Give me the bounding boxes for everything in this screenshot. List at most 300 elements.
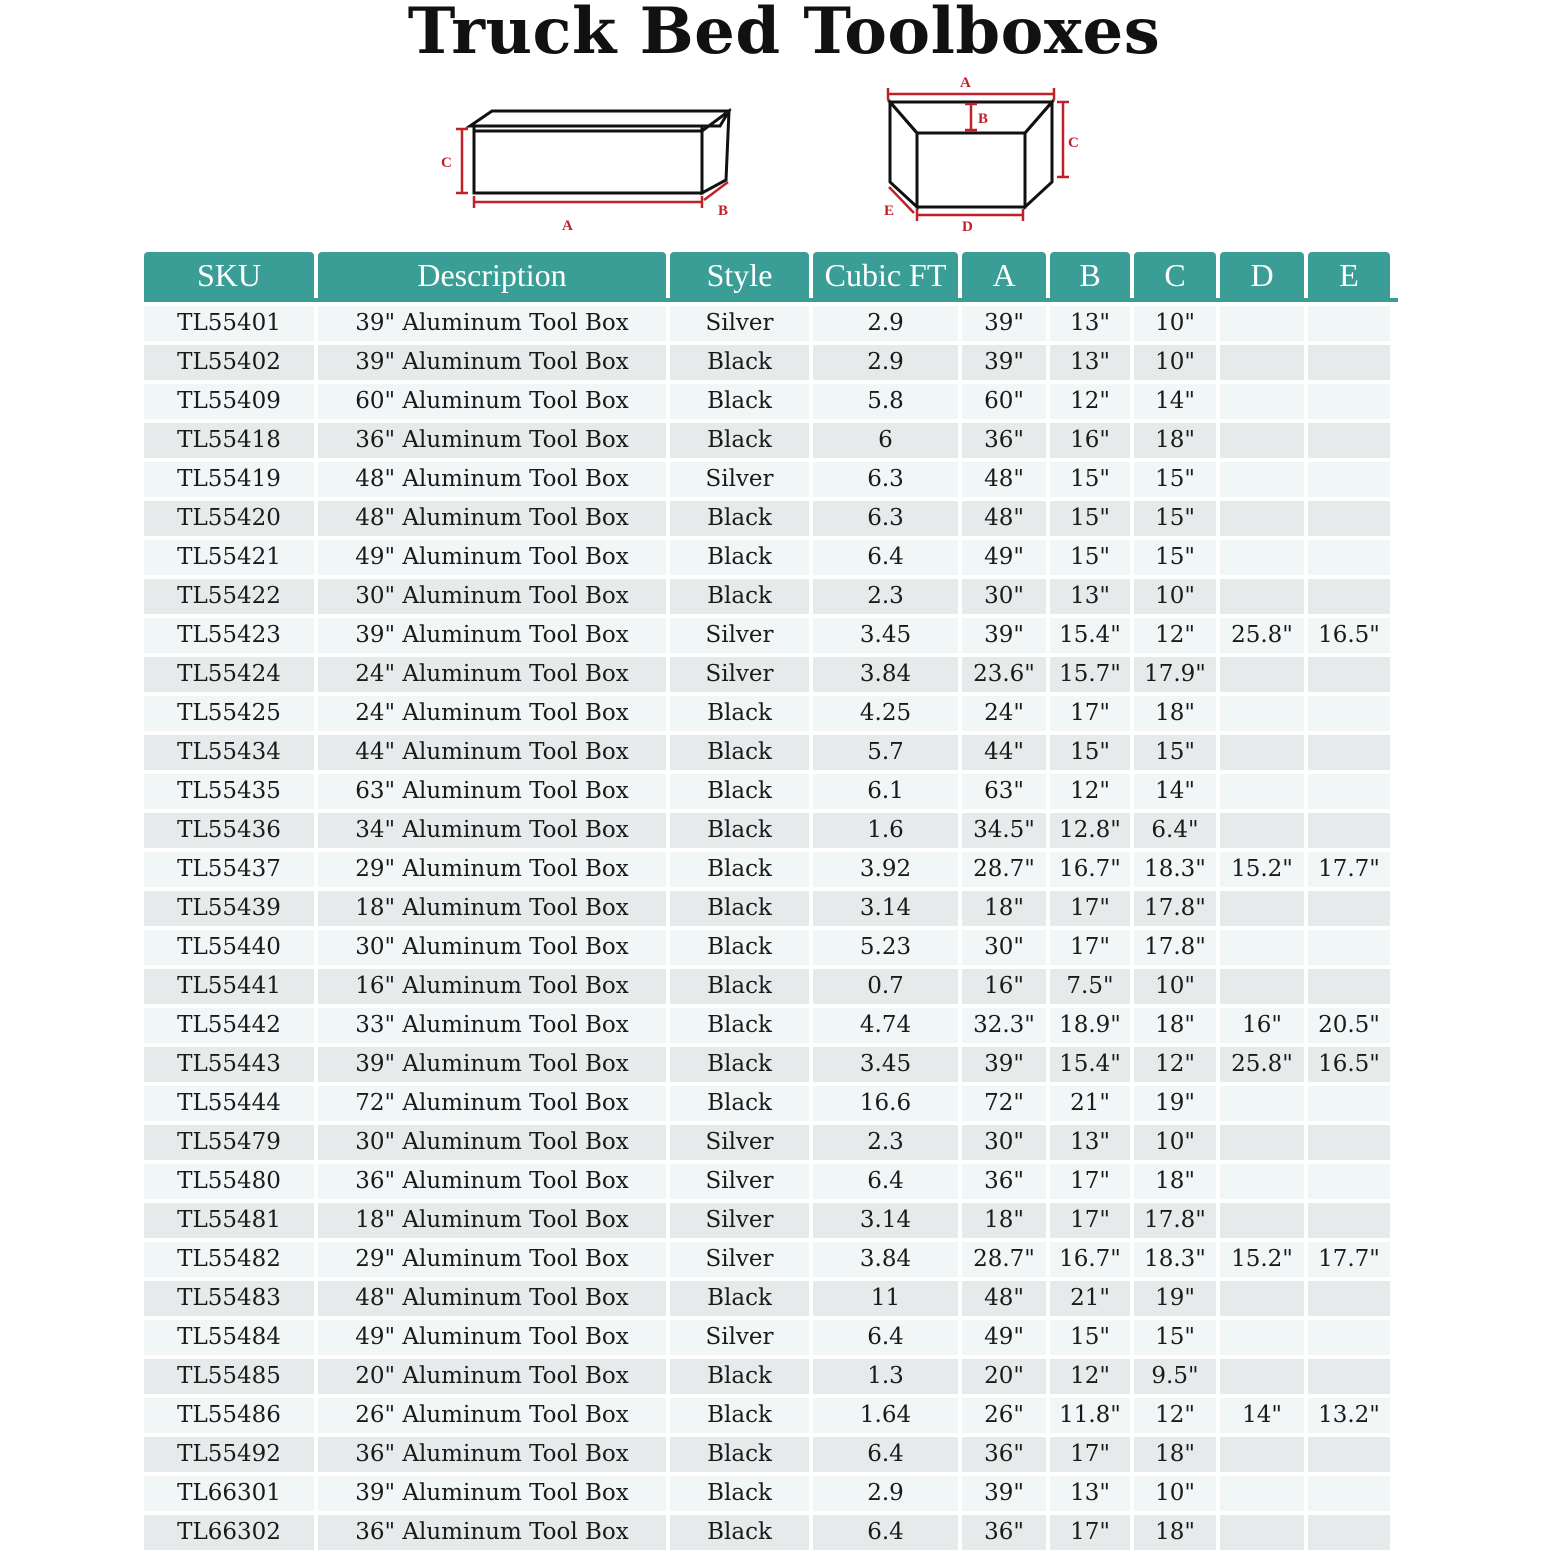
cell-a: 23.6": [962, 657, 1046, 692]
cell-e: [1308, 774, 1390, 809]
cell-e: [1308, 1437, 1390, 1472]
cell-e: [1308, 891, 1390, 926]
cell-d: 25.8": [1220, 1047, 1304, 1082]
header-description: Description: [318, 252, 666, 298]
cell-b: 15.7": [1050, 657, 1130, 692]
cell-b: 15": [1050, 462, 1130, 497]
cell-c: 19": [1134, 1281, 1216, 1316]
cell-cubic-ft: 2.9: [813, 1476, 958, 1511]
cell-sku: TL55420: [144, 501, 314, 536]
cell-cubic-ft: 3.45: [813, 1047, 958, 1082]
header-sku: SKU: [144, 252, 314, 298]
table-row: [144, 735, 1398, 770]
cell-sku: TL55479: [144, 1125, 314, 1160]
cell-c: 15": [1134, 1320, 1216, 1355]
cell-c: 10": [1134, 579, 1216, 614]
cell-description: 30" Aluminum Tool Box: [318, 930, 666, 965]
header-divider: [144, 298, 1398, 302]
cell-style: Black: [670, 1476, 809, 1511]
cell-a: 39": [962, 618, 1046, 653]
table-row: [144, 618, 1398, 653]
cell-d: [1220, 1359, 1304, 1394]
cell-cubic-ft: 16.6: [813, 1086, 958, 1121]
crossover-toolbox-diagram: [430, 96, 750, 241]
cell-c: 15": [1134, 735, 1216, 770]
header-e: E: [1308, 252, 1390, 298]
cell-d: [1220, 345, 1304, 380]
cell-c: 10": [1134, 1476, 1216, 1511]
cell-d: [1220, 540, 1304, 575]
cell-c: 17.8": [1134, 930, 1216, 965]
cell-d: [1220, 930, 1304, 965]
cell-cubic-ft: 4.74: [813, 1008, 958, 1043]
cell-cubic-ft: 3.14: [813, 891, 958, 926]
table-row: [144, 501, 1398, 536]
cell-a: 24": [962, 696, 1046, 731]
cell-description: 39" Aluminum Tool Box: [318, 618, 666, 653]
table-row: [144, 891, 1398, 926]
cell-description: 16" Aluminum Tool Box: [318, 969, 666, 1004]
cell-sku: TL55437: [144, 852, 314, 887]
table-header-row: [144, 252, 1398, 298]
cell-style: Black: [670, 579, 809, 614]
cell-e: 17.7": [1308, 1242, 1390, 1277]
table-row: [144, 813, 1398, 848]
cell-b: 21": [1050, 1086, 1130, 1121]
cell-d: [1220, 696, 1304, 731]
cell-d: [1220, 306, 1304, 341]
cell-sku: TL55423: [144, 618, 314, 653]
cell-b: 17": [1050, 1515, 1130, 1550]
cell-e: [1308, 696, 1390, 731]
table-row: [144, 1164, 1398, 1199]
dimension-label-b: B: [718, 203, 729, 219]
cell-a: 39": [962, 1047, 1046, 1082]
cell-d: 14": [1220, 1398, 1304, 1433]
cell-c: 14": [1134, 774, 1216, 809]
cell-c: 14": [1134, 384, 1216, 419]
cell-c: 19": [1134, 1086, 1216, 1121]
cell-cubic-ft: 3.45: [813, 618, 958, 653]
cell-b: 16.7": [1050, 852, 1130, 887]
cell-e: [1308, 462, 1390, 497]
cell-b: 17": [1050, 930, 1130, 965]
cell-e: [1308, 306, 1390, 341]
cell-sku: TL55482: [144, 1242, 314, 1277]
cell-cubic-ft: 6: [813, 423, 958, 458]
table-row: [144, 1008, 1398, 1043]
cell-e: [1308, 1086, 1390, 1121]
cell-description: 30" Aluminum Tool Box: [318, 579, 666, 614]
cell-c: 17.8": [1134, 891, 1216, 926]
cell-cubic-ft: 3.84: [813, 1242, 958, 1277]
cell-a: 36": [962, 1515, 1046, 1550]
cell-style: Black: [670, 774, 809, 809]
cell-a: 49": [962, 540, 1046, 575]
cell-a: 28.7": [962, 1242, 1046, 1277]
cell-c: 10": [1134, 306, 1216, 341]
cell-e: [1308, 1125, 1390, 1160]
cell-c: 18": [1134, 696, 1216, 731]
cell-cubic-ft: 6.3: [813, 501, 958, 536]
cell-e: 20.5": [1308, 1008, 1390, 1043]
page-title: Truck Bed Toolboxes: [407, 0, 1161, 69]
table-body: [144, 306, 1398, 1550]
cell-style: Silver: [670, 1125, 809, 1160]
cell-d: [1220, 813, 1304, 848]
cell-a: 63": [962, 774, 1046, 809]
cell-a: 60": [962, 384, 1046, 419]
cell-sku: TL55409: [144, 384, 314, 419]
cell-e: [1308, 735, 1390, 770]
cell-c: 18": [1134, 423, 1216, 458]
cell-a: 48": [962, 462, 1046, 497]
cell-e: [1308, 423, 1390, 458]
cell-c: 18": [1134, 1164, 1216, 1199]
cell-style: Black: [670, 891, 809, 926]
cell-cubic-ft: 2.3: [813, 1125, 958, 1160]
cell-e: [1308, 540, 1390, 575]
cell-b: 17": [1050, 891, 1130, 926]
table-row: [144, 462, 1398, 497]
cell-d: [1220, 1437, 1304, 1472]
cell-sku: TL66302: [144, 1515, 314, 1550]
table-row: [144, 1086, 1398, 1121]
table-row: [144, 1359, 1398, 1394]
cell-style: Silver: [670, 306, 809, 341]
cell-b: 12.8": [1050, 813, 1130, 848]
table-row: [144, 930, 1398, 965]
cell-c: 18": [1134, 1437, 1216, 1472]
cell-cubic-ft: 6.4: [813, 540, 958, 575]
cell-a: 48": [962, 1281, 1046, 1316]
cell-a: 28.7": [962, 852, 1046, 887]
cell-cubic-ft: 6.3: [813, 462, 958, 497]
cell-d: [1220, 1125, 1304, 1160]
cell-description: 36" Aluminum Tool Box: [318, 423, 666, 458]
cell-a: 18": [962, 891, 1046, 926]
dimension-label-e: E: [884, 203, 895, 219]
table-row: [144, 1320, 1398, 1355]
cell-cubic-ft: 5.7: [813, 735, 958, 770]
cell-cubic-ft: 6.4: [813, 1320, 958, 1355]
dimension-label-d: D: [962, 219, 973, 235]
cell-description: 33" Aluminum Tool Box: [318, 1008, 666, 1043]
cell-cubic-ft: 1.3: [813, 1359, 958, 1394]
cell-style: Black: [670, 1515, 809, 1550]
table-row: [144, 306, 1398, 341]
cell-c: 15": [1134, 540, 1216, 575]
cell-d: [1220, 423, 1304, 458]
cell-description: 48" Aluminum Tool Box: [318, 501, 666, 536]
cell-a: 44": [962, 735, 1046, 770]
cell-description: 30" Aluminum Tool Box: [318, 1125, 666, 1160]
cell-c: 17.8": [1134, 1203, 1216, 1238]
cell-sku: TL55480: [144, 1164, 314, 1199]
cell-b: 12": [1050, 774, 1130, 809]
cell-style: Black: [670, 1047, 809, 1082]
cell-cubic-ft: 2.9: [813, 345, 958, 380]
cell-e: [1308, 1476, 1390, 1511]
cell-sku: TL55444: [144, 1086, 314, 1121]
table-row: [144, 852, 1398, 887]
wedge-toolbox-diagram: [870, 72, 1100, 237]
cell-cubic-ft: 1.64: [813, 1398, 958, 1433]
table-row: [144, 540, 1398, 575]
cell-c: 18.3": [1134, 852, 1216, 887]
header-c: C: [1134, 252, 1216, 298]
cell-cubic-ft: 1.6: [813, 813, 958, 848]
cell-b: 15": [1050, 501, 1130, 536]
cell-cubic-ft: 5.23: [813, 930, 958, 965]
cell-description: 34" Aluminum Tool Box: [318, 813, 666, 848]
cell-description: 44" Aluminum Tool Box: [318, 735, 666, 770]
cell-sku: TL55440: [144, 930, 314, 965]
cell-e: [1308, 1203, 1390, 1238]
cell-a: 39": [962, 1476, 1046, 1511]
cell-style: Silver: [670, 1242, 809, 1277]
cell-d: [1220, 891, 1304, 926]
cell-a: 30": [962, 930, 1046, 965]
cell-sku: TL55402: [144, 345, 314, 380]
cell-description: 49" Aluminum Tool Box: [318, 540, 666, 575]
cell-description: 39" Aluminum Tool Box: [318, 1476, 666, 1511]
header-style: Style: [670, 252, 809, 298]
cell-style: Black: [670, 969, 809, 1004]
cell-e: 16.5": [1308, 1047, 1390, 1082]
cell-style: Silver: [670, 1320, 809, 1355]
cell-e: [1308, 1359, 1390, 1394]
cell-sku: TL55401: [144, 306, 314, 341]
cell-style: Black: [670, 735, 809, 770]
cell-cubic-ft: 4.25: [813, 696, 958, 731]
table-row: [144, 969, 1398, 1004]
cell-b: 18.9": [1050, 1008, 1130, 1043]
cell-c: 18": [1134, 1515, 1216, 1550]
dimension-label-a: A: [960, 75, 971, 91]
cell-e: 13.2": [1308, 1398, 1390, 1433]
cell-style: Silver: [670, 1203, 809, 1238]
cell-style: Black: [670, 345, 809, 380]
cell-sku: TL55492: [144, 1437, 314, 1472]
cell-style: Black: [670, 1437, 809, 1472]
cell-b: 13": [1050, 306, 1130, 341]
table-row: [144, 423, 1398, 458]
cell-sku: TL66301: [144, 1476, 314, 1511]
cell-d: [1220, 1515, 1304, 1550]
cell-d: [1220, 774, 1304, 809]
cell-b: 17": [1050, 1437, 1130, 1472]
cell-e: [1308, 384, 1390, 419]
cell-description: 20" Aluminum Tool Box: [318, 1359, 666, 1394]
cell-style: Silver: [670, 618, 809, 653]
cell-cubic-ft: 5.8: [813, 384, 958, 419]
table-row: [144, 1203, 1398, 1238]
table-row: [144, 384, 1398, 419]
table-row: [144, 1125, 1398, 1160]
cell-e: [1308, 969, 1390, 1004]
cell-sku: TL55435: [144, 774, 314, 809]
cell-b: 15": [1050, 735, 1130, 770]
cell-description: 29" Aluminum Tool Box: [318, 1242, 666, 1277]
cell-style: Black: [670, 813, 809, 848]
cell-sku: TL55419: [144, 462, 314, 497]
cell-description: 39" Aluminum Tool Box: [318, 345, 666, 380]
cell-description: 39" Aluminum Tool Box: [318, 306, 666, 341]
cell-b: 16": [1050, 423, 1130, 458]
cell-c: 10": [1134, 345, 1216, 380]
cell-e: 16.5": [1308, 618, 1390, 653]
cell-description: 24" Aluminum Tool Box: [318, 657, 666, 692]
cell-style: Black: [670, 1281, 809, 1316]
cell-b: 15": [1050, 540, 1130, 575]
cell-b: 17": [1050, 1164, 1130, 1199]
cell-d: [1220, 1476, 1304, 1511]
cell-c: 12": [1134, 618, 1216, 653]
cell-d: [1220, 462, 1304, 497]
cell-e: [1308, 1281, 1390, 1316]
cell-c: 17.9": [1134, 657, 1216, 692]
cell-a: 26": [962, 1398, 1046, 1433]
cell-cubic-ft: 2.3: [813, 579, 958, 614]
cell-sku: TL55425: [144, 696, 314, 731]
header-a: A: [962, 252, 1046, 298]
cell-d: 25.8": [1220, 618, 1304, 653]
cell-d: [1220, 384, 1304, 419]
cell-description: 48" Aluminum Tool Box: [318, 462, 666, 497]
cell-d: 15.2": [1220, 852, 1304, 887]
cell-a: 30": [962, 1125, 1046, 1160]
cell-cubic-ft: 6.4: [813, 1437, 958, 1472]
cell-description: 49" Aluminum Tool Box: [318, 1320, 666, 1355]
table-row: [144, 1398, 1398, 1433]
cell-sku: TL55421: [144, 540, 314, 575]
table-row: [144, 1437, 1398, 1472]
cell-c: 15": [1134, 462, 1216, 497]
cell-e: 17.7": [1308, 852, 1390, 887]
cell-sku: TL55436: [144, 813, 314, 848]
cell-sku: TL55434: [144, 735, 314, 770]
cell-description: 36" Aluminum Tool Box: [318, 1164, 666, 1199]
cell-d: [1220, 969, 1304, 1004]
cell-d: [1220, 1164, 1304, 1199]
cell-b: 21": [1050, 1281, 1130, 1316]
cell-c: 15": [1134, 501, 1216, 536]
table-row: [144, 1515, 1398, 1550]
cell-b: 11.8": [1050, 1398, 1130, 1433]
cell-style: Black: [670, 696, 809, 731]
cell-a: 72": [962, 1086, 1046, 1121]
header-b: B: [1050, 252, 1130, 298]
cell-d: [1220, 1203, 1304, 1238]
cell-a: 34.5": [962, 813, 1046, 848]
cell-c: 18.3": [1134, 1242, 1216, 1277]
cell-cubic-ft: 3.14: [813, 1203, 958, 1238]
cell-b: 12": [1050, 1359, 1130, 1394]
cell-description: 29" Aluminum Tool Box: [318, 852, 666, 887]
cell-cubic-ft: 6.4: [813, 1164, 958, 1199]
table-row: [144, 774, 1398, 809]
table-row: [144, 1047, 1398, 1082]
cell-style: Black: [670, 930, 809, 965]
cell-a: 36": [962, 1164, 1046, 1199]
cell-d: [1220, 735, 1304, 770]
cell-e: [1308, 930, 1390, 965]
cell-style: Black: [670, 852, 809, 887]
cell-b: 13": [1050, 1476, 1130, 1511]
cell-e: [1308, 501, 1390, 536]
cell-e: [1308, 1515, 1390, 1550]
table-row: [144, 1476, 1398, 1511]
cell-description: 60" Aluminum Tool Box: [318, 384, 666, 419]
cell-a: 18": [962, 1203, 1046, 1238]
cell-style: Black: [670, 423, 809, 458]
cell-d: [1220, 501, 1304, 536]
cell-style: Black: [670, 1086, 809, 1121]
cell-e: [1308, 345, 1390, 380]
cell-a: 39": [962, 345, 1046, 380]
cell-cubic-ft: 2.9: [813, 306, 958, 341]
cell-b: 17": [1050, 1203, 1130, 1238]
cell-b: 13": [1050, 1125, 1130, 1160]
cell-sku: TL55441: [144, 969, 314, 1004]
cell-b: 13": [1050, 579, 1130, 614]
cell-description: 39" Aluminum Tool Box: [318, 1047, 666, 1082]
cell-a: 39": [962, 306, 1046, 341]
cell-c: 18": [1134, 1008, 1216, 1043]
cell-description: 63" Aluminum Tool Box: [318, 774, 666, 809]
cell-b: 12": [1050, 384, 1130, 419]
cell-cubic-ft: 11: [813, 1281, 958, 1316]
table-row: [144, 345, 1398, 380]
cell-d: 16": [1220, 1008, 1304, 1043]
cell-style: Silver: [670, 462, 809, 497]
cell-d: [1220, 1281, 1304, 1316]
cell-style: Black: [670, 1008, 809, 1043]
cell-style: Black: [670, 1359, 809, 1394]
cell-description: 18" Aluminum Tool Box: [318, 1203, 666, 1238]
cell-a: 30": [962, 579, 1046, 614]
cell-sku: TL55481: [144, 1203, 314, 1238]
header-d: D: [1220, 252, 1304, 298]
cell-description: 72" Aluminum Tool Box: [318, 1086, 666, 1121]
cell-sku: TL55418: [144, 423, 314, 458]
cell-a: 36": [962, 1437, 1046, 1472]
cell-description: 36" Aluminum Tool Box: [318, 1437, 666, 1472]
cell-b: 16.7": [1050, 1242, 1130, 1277]
cell-description: 48" Aluminum Tool Box: [318, 1281, 666, 1316]
cell-style: Black: [670, 384, 809, 419]
cell-sku: TL55483: [144, 1281, 314, 1316]
cell-description: 26" Aluminum Tool Box: [318, 1398, 666, 1433]
cell-b: 15.4": [1050, 1047, 1130, 1082]
cell-b: 15.4": [1050, 618, 1130, 653]
cell-sku: TL55439: [144, 891, 314, 926]
cell-style: Black: [670, 540, 809, 575]
cell-c: 12": [1134, 1398, 1216, 1433]
cell-cubic-ft: 3.92: [813, 852, 958, 887]
dimension-label-a: A: [562, 218, 573, 234]
cell-a: 32.3": [962, 1008, 1046, 1043]
dimension-label-b: B: [978, 111, 989, 127]
cell-a: 16": [962, 969, 1046, 1004]
cell-sku: TL55443: [144, 1047, 314, 1082]
cell-e: [1308, 813, 1390, 848]
cell-description: 18" Aluminum Tool Box: [318, 891, 666, 926]
cell-a: 36": [962, 423, 1046, 458]
cell-description: 24" Aluminum Tool Box: [318, 696, 666, 731]
cell-style: Black: [670, 1398, 809, 1433]
